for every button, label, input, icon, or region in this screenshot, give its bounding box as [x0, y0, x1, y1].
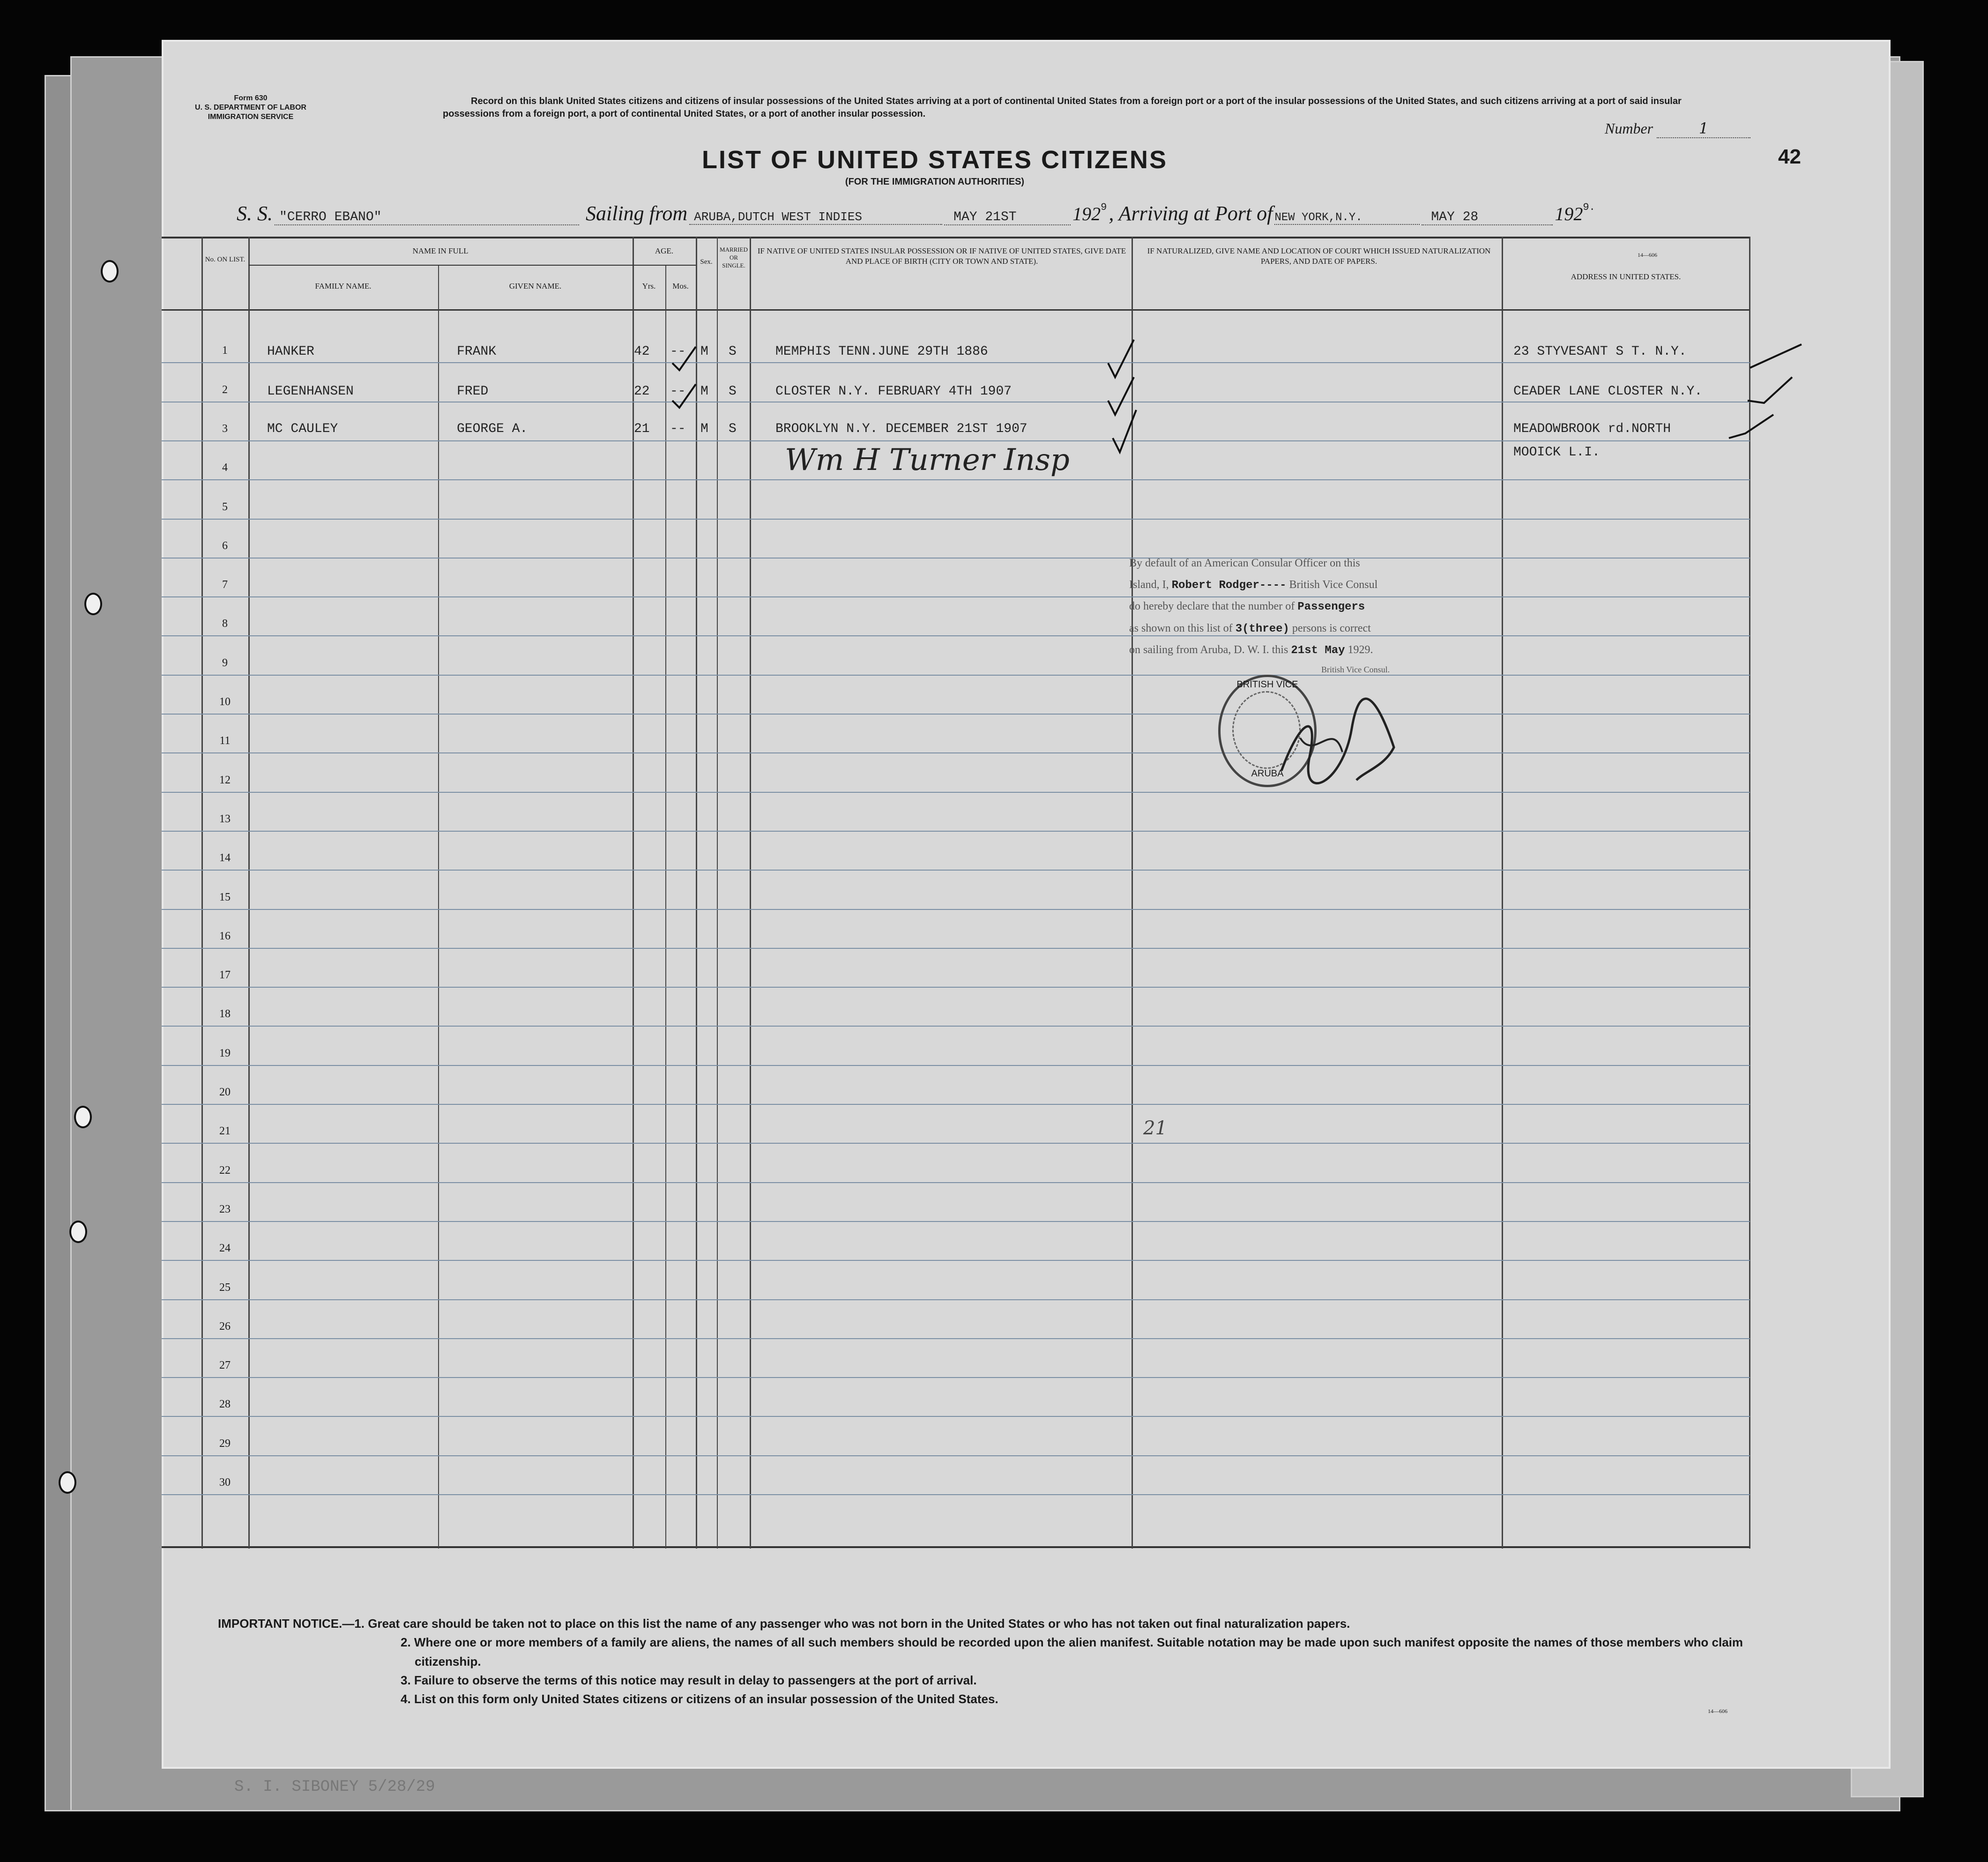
row-line: [162, 831, 1750, 832]
age-months: --: [670, 384, 686, 399]
row-number: 30: [219, 1476, 231, 1489]
row-number: 14: [219, 852, 231, 864]
row-number: 18: [219, 1008, 231, 1020]
year1-digit: 9: [1101, 201, 1107, 213]
us-address-line2: MOOICK L.I.: [1513, 445, 1600, 460]
notice-code: 14—606: [1708, 1708, 1727, 1714]
binder-hole: [101, 260, 119, 283]
row-number: 7: [222, 579, 228, 591]
arrival-date: MAY 28: [1422, 210, 1553, 225]
stamp-text-top: BRITISH VICE: [1236, 679, 1298, 690]
row-line: [162, 1143, 1750, 1144]
col-header-yrs: Yrs.: [642, 282, 656, 290]
col-header-no: No. ON LIST.: [205, 256, 246, 263]
print-code: 14—606: [1638, 252, 1657, 258]
col-header-name: NAME IN FULL: [412, 246, 469, 255]
col-header-married: MARRIED OR SINGLE.: [720, 246, 748, 269]
us-address: 23 STYVESANT S T. N.Y.: [1513, 344, 1687, 359]
col-header-naturalized: IF NATURALIZED, GIVE NAME AND LOCATION OF COURT WHICH ISSUED NATURALIZATION PAPERS, AND DATE OF PAPERS.: [1147, 246, 1491, 266]
consul-line-5a: on sailing from Aruba, D. W. I. this: [1129, 644, 1288, 656]
notice-item-1: [218, 1614, 1811, 1633]
sex: M: [700, 422, 708, 436]
consul-signature-scribble: [1272, 691, 1413, 799]
row-line: [162, 1221, 1750, 1222]
row-number: 19: [219, 1047, 231, 1059]
row-number: 26: [219, 1320, 231, 1333]
page-title: LIST OF UNITED STATES CITIZENS: [702, 146, 1168, 174]
margin-note: 21: [1143, 1117, 1167, 1139]
col-header-birth: IF NATIVE OF UNITED STATES INSULAR POSSESSION OR IF NATIVE OF UNITED STATES, GIVE DATE AND PLACE OF BIRTH (CITY OR TOWN AND STATE).: [757, 246, 1126, 266]
arriving-label: , Arriving at Port of: [1109, 202, 1273, 225]
check-marks: [162, 40, 1891, 555]
number-label: Number: [1605, 120, 1653, 137]
page-number: 42: [1778, 145, 1801, 168]
stamp-text-bottom: ARUBA: [1251, 768, 1284, 779]
row-line: [162, 558, 1750, 559]
row-number: 5: [222, 500, 228, 513]
instructions: Record on this blank United States citizens and citizens of insular possessions of the United States arriving at a port of continental United States from a foreign port or a port of the insular possessions of the United States, and such citizens arriving at a port of said insular possessions from a foreign port, a port of continental United States, or a port of another insular possession.: [443, 96, 1682, 119]
col-header-sex: Sex.: [700, 258, 713, 266]
birth-place-date: CLOSTER N.Y. FEBRUARY 4TH 1907: [775, 384, 1012, 399]
row-line: [162, 1104, 1750, 1105]
important-notice: [218, 1614, 1811, 1708]
row-number: 4: [222, 462, 228, 474]
row-line: [162, 1494, 1750, 1495]
row-number: 1: [222, 344, 228, 357]
page-subtitle: (FOR THE IMMIGRATION AUTHORITIES): [845, 177, 1025, 187]
notice-item-4: 4. List on this form only United States citizens or citizens of an insular possession of the United States.: [401, 1692, 998, 1706]
row-line: [162, 987, 1750, 988]
row-number: 20: [219, 1086, 231, 1098]
passenger-count: 3(three): [1235, 622, 1289, 635]
given-name: FRED: [457, 384, 489, 399]
form-number: Form 630: [234, 94, 268, 102]
row-number: 8: [222, 618, 228, 630]
inspector-signature: Wm H Turner Insp: [785, 443, 1070, 477]
row-number: 15: [219, 891, 231, 903]
age-years: 22: [634, 384, 650, 399]
consul-line-4a: as shown on this list of: [1129, 622, 1233, 634]
department: U. S. DEPARTMENT OF LABOR: [195, 104, 306, 112]
row-number: 23: [219, 1203, 231, 1215]
row-line: [162, 1026, 1750, 1027]
notice-item-2: 2. Where one or more members of a family are aliens, the names of all such members should be recorded upon the alien manifest. Suitable notation may be made upon such manifest opposite the names of those members who claim citizenship.: [401, 1635, 1743, 1668]
family-name: MC CAULEY: [267, 422, 338, 436]
row-line: [162, 792, 1750, 793]
sex: M: [700, 344, 708, 359]
family-name: HANKER: [267, 344, 314, 359]
row-line: [162, 870, 1750, 871]
row-line: [162, 1260, 1750, 1261]
consul-line-1: By default of an American Consular Officer on this: [1129, 557, 1360, 569]
row-number: 2: [222, 383, 228, 396]
arrival-port: NEW YORK,N.Y.: [1274, 211, 1420, 225]
consul-line-2a: Island, I,: [1129, 578, 1169, 591]
ss-label: S. S.: [237, 202, 273, 225]
age-months: --: [670, 344, 686, 359]
row-number: 27: [219, 1359, 231, 1372]
row-line: [162, 948, 1750, 949]
row-line: [162, 714, 1750, 715]
row-line: [162, 1065, 1750, 1066]
row-number: 13: [219, 812, 231, 825]
manifest-page: [162, 40, 1891, 1769]
binder-hole: [69, 1221, 87, 1243]
depart-date: MAY 21ST: [944, 210, 1071, 225]
notice-item-3: 3. Failure to observe the terms of this notice may result in delay to passengers at the port of arrival.: [401, 1673, 977, 1687]
consul-line-3a: do hereby declare that the number of: [1129, 600, 1295, 613]
birth-place-date: MEMPHIS TENN.JUNE 29TH 1886: [775, 344, 988, 359]
birth-place-date: BROOKLYN N.Y. DECEMBER 21ST 1907: [775, 422, 1028, 436]
binder-hole: [84, 593, 102, 615]
consul-name: Robert Rodger----: [1171, 579, 1287, 592]
sailing-label: Sailing from: [586, 202, 688, 225]
service: IMMIGRATION SERVICE: [208, 113, 294, 121]
col-header-family: FAMILY NAME.: [315, 282, 372, 290]
row-number: 29: [219, 1437, 231, 1450]
col-header-given: GIVEN NAME.: [509, 282, 562, 290]
binder-hole: [59, 1471, 76, 1494]
row-line: [162, 909, 1750, 910]
passengers-word: Passengers: [1297, 601, 1365, 614]
row-number: 10: [219, 696, 231, 708]
row-line: [162, 1182, 1750, 1183]
marital-status: S: [729, 422, 737, 436]
row-number: 25: [219, 1281, 231, 1294]
notice-item-1-text: 1. Great care should be taken not to place on this list the name of any passenger who was not born in the United States or who has not taken out final naturalization papers.: [354, 1616, 1350, 1631]
row-line: [162, 1377, 1750, 1378]
row-line: [162, 1416, 1750, 1417]
row-number: 6: [222, 539, 228, 552]
col-header-age: AGE.: [655, 246, 674, 255]
given-name: FRANK: [457, 344, 497, 359]
year1: 192: [1072, 203, 1101, 224]
row-number: 22: [219, 1164, 231, 1177]
row-number: 9: [222, 656, 228, 669]
row-line: [162, 675, 1750, 676]
declaration-date: 21st May: [1291, 644, 1345, 657]
row-number: 3: [222, 422, 228, 435]
year2: 192: [1555, 203, 1583, 224]
under-sheet-label: S. I. SIBONEY 5/28/29: [234, 1778, 435, 1796]
row-line: [162, 1299, 1750, 1300]
marital-status: S: [729, 384, 737, 399]
table-bottom-rule: [162, 1546, 1750, 1548]
consul-line-5: [1129, 640, 1499, 662]
number-value: 1: [1657, 119, 1750, 138]
binder-hole: [74, 1106, 92, 1128]
row-number: 24: [219, 1242, 231, 1255]
us-address: MEADOWBROOK rd.NORTH: [1513, 422, 1671, 436]
us-address: CEADER LANE CLOSTER N.Y.: [1513, 384, 1703, 399]
row-line: [162, 752, 1750, 753]
consul-sign-title: British Vice Consul.: [1321, 664, 1390, 674]
row-line: [162, 1455, 1750, 1456]
family-name: LEGENHANSEN: [267, 384, 354, 399]
year2-digit: 9.: [1583, 201, 1595, 213]
consul-line-4b: persons is correct: [1292, 622, 1371, 634]
col-header-mos: Mos.: [672, 282, 689, 290]
consul-line-4: [1129, 618, 1499, 640]
age-years: 42: [634, 344, 650, 359]
row-line: [162, 1338, 1750, 1339]
row-number: 28: [219, 1398, 231, 1411]
given-name: GEORGE A.: [457, 422, 528, 436]
sailing-from: ARUBA,DUTCH WEST INDIES: [689, 210, 942, 225]
col-header-address: ADDRESS IN UNITED STATES.: [1571, 272, 1681, 281]
row-number: 16: [219, 930, 231, 942]
marital-status: S: [729, 344, 737, 359]
row-line: [162, 596, 1750, 597]
consul-declaration: [1129, 553, 1499, 678]
row-number: 17: [219, 969, 231, 982]
consul-line-3: [1129, 596, 1499, 618]
consul-line-2b: British Vice Consul: [1289, 578, 1378, 591]
consul-line-2: [1129, 574, 1499, 596]
row-line: [162, 635, 1750, 636]
consul-line-5b: 1929.: [1348, 644, 1373, 656]
row-number: 12: [219, 774, 231, 786]
ship-name: "CERRO EBANO": [275, 210, 579, 225]
age-years: 21: [634, 422, 650, 436]
sex: M: [700, 384, 708, 399]
row-number: 21: [219, 1125, 231, 1138]
age-months: --: [670, 422, 686, 436]
notice-heading: IMPORTANT NOTICE.—: [218, 1616, 355, 1631]
row-number: 11: [219, 735, 231, 747]
